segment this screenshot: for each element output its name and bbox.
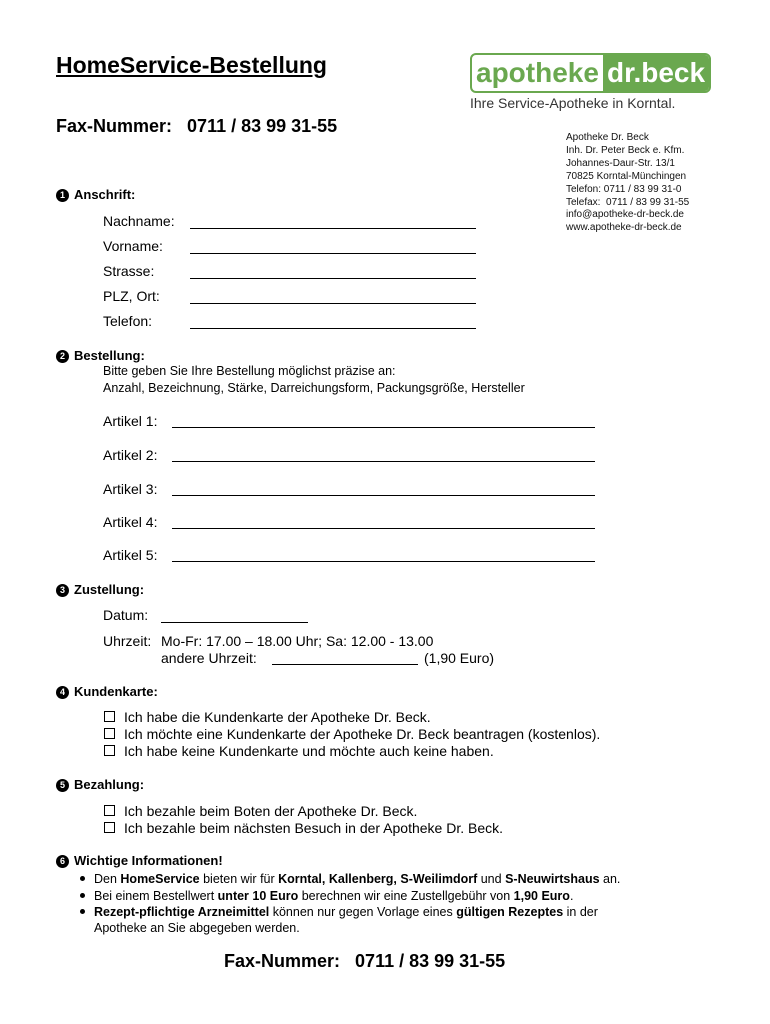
logo-part2: dr.beck: [603, 55, 709, 91]
vorname-field[interactable]: [190, 253, 476, 254]
checkbox-icon[interactable]: [104, 745, 115, 756]
other-time-label: andere Uhrzeit:: [161, 650, 257, 666]
section-info-heading: [56, 853, 223, 868]
info-bullet-1: Den HomeService bieten wir für Korntal, Kallenberg, S-Weilimdorf und S-Neuwirtshaus an.: [80, 872, 620, 886]
fax-value: 0711 / 83 99 31-55: [187, 116, 338, 136]
telefon-field[interactable]: [190, 328, 476, 329]
article-label-4: Artikel 4:: [103, 514, 158, 530]
section-number-icon: 5: [56, 779, 69, 792]
fax-label: Fax-Nummer:: [56, 116, 173, 136]
section-title: Anschrift:: [74, 187, 136, 202]
other-time-fee: (1,90 Euro): [424, 650, 495, 666]
article-3-field[interactable]: [172, 495, 595, 496]
section-title: Zustellung:: [74, 582, 145, 597]
time-label: Uhrzeit:: [103, 633, 152, 649]
section-number-icon: 3: [56, 584, 69, 597]
pharmacy-logo: [470, 53, 711, 93]
card-option-1[interactable]: [104, 709, 431, 725]
section-number-icon: 4: [56, 686, 69, 699]
bullet-icon: [80, 893, 85, 898]
section-delivery-heading: [56, 582, 144, 597]
card-option-3[interactable]: [104, 743, 494, 759]
info-bullet-3-cont: Apotheke an Sie abgegeben werden.: [94, 921, 300, 935]
bullet-icon: [80, 909, 85, 914]
checkbox-icon[interactable]: [104, 711, 115, 722]
section-title: Wichtige Informationen!: [74, 853, 223, 868]
page-title: HomeService-Bestellung: [56, 52, 327, 78]
section-number-icon: 2: [56, 350, 69, 363]
contact-line: Inh. Dr. Peter Beck e. Kfm.: [566, 144, 685, 156]
order-hint-2: Anzahl, Bezeichnung, Stärke, Darreichungsform, Packungsgröße, Hersteller: [103, 381, 525, 395]
date-label: Datum:: [103, 607, 149, 623]
logo-tagline: Ihre Service-Apotheke in Korntal.: [470, 95, 676, 111]
strasse-field[interactable]: [190, 278, 476, 279]
time-text: Mo-Fr: 17.00 – 18.00 Uhr; Sa: 12.00 - 13.00: [161, 633, 434, 649]
checkbox-icon[interactable]: [104, 805, 115, 816]
field-label-nachname: Nachname:: [103, 213, 175, 229]
fax-label: Fax-Nummer:: [224, 951, 341, 971]
field-label-vorname: Vorname:: [103, 238, 163, 254]
field-label-plz-ort: PLZ, Ort:: [103, 288, 160, 304]
field-label-telefon: Telefon:: [103, 313, 153, 329]
date-field[interactable]: [161, 622, 308, 623]
contact-block: [566, 132, 689, 235]
nachname-field[interactable]: [190, 228, 476, 229]
logo-part1: apotheke: [476, 57, 599, 88]
payment-option-label: Ich bezahle beim nächsten Besuch in der Apotheke Dr. Beck.: [124, 820, 504, 836]
payment-option-2[interactable]: [104, 820, 503, 836]
contact-line: Apotheke Dr. Beck: [566, 132, 649, 143]
card-option-2[interactable]: [104, 726, 600, 742]
contact-line: Telefon: 0711 / 83 99 31-0: [566, 183, 682, 195]
section-title: Kundenkarte:: [74, 684, 158, 699]
article-label-3: Artikel 3:: [103, 481, 158, 497]
fax-value: 0711 / 83 99 31-55: [355, 951, 506, 971]
section-payment-heading: [56, 777, 144, 792]
payment-option-1[interactable]: [104, 803, 417, 819]
info-bullet-2: Bei einem Bestellwert unter 10 Euro berechnen wir eine Zustellgebühr von 1,90 Euro.: [80, 889, 573, 903]
plz-ort-field[interactable]: [190, 303, 476, 304]
order-hint-1: Bitte geben Sie Ihre Bestellung möglichst präzise an:: [103, 364, 396, 378]
section-card-heading: [56, 684, 158, 699]
field-label-strasse: Strasse:: [103, 263, 155, 279]
section-order-heading: [56, 348, 145, 363]
article-4-field[interactable]: [172, 528, 595, 529]
other-time-field[interactable]: [272, 664, 418, 665]
section-title: Bestellung:: [74, 348, 145, 363]
section-number-icon: 6: [56, 855, 69, 868]
fax-number-top: [56, 116, 337, 137]
contact-line: Johannes-Daur-Str. 13/1: [566, 157, 675, 169]
article-label-5: Artikel 5:: [103, 547, 158, 563]
article-label-1: Artikel 1:: [103, 413, 158, 429]
checkbox-icon[interactable]: [104, 728, 115, 739]
checkbox-icon[interactable]: [104, 822, 115, 833]
contact-line: www.apotheke-dr-beck.de: [566, 222, 682, 234]
contact-line: info@apotheke-dr-beck.de: [566, 209, 684, 221]
contact-line: Telefax: 0711 / 83 99 31-55: [566, 196, 690, 208]
section-address-heading: [56, 187, 135, 202]
section-number-icon: 1: [56, 189, 69, 202]
article-5-field[interactable]: [172, 561, 595, 562]
card-option-label: Ich habe keine Kundenkarte und möchte auch keine haben.: [124, 743, 494, 759]
article-2-field[interactable]: [172, 461, 595, 462]
payment-option-label: Ich bezahle beim Boten der Apotheke Dr. Beck.: [124, 803, 418, 819]
info-bullet-3: Rezept-pflichtige Arzneimittel können nur gegen Vorlage eines gültigen Rezeptes in der: [80, 905, 598, 919]
card-option-label: Ich möchte eine Kundenkarte der Apotheke Dr. Beck beantragen (kostenlos).: [124, 726, 601, 742]
section-title: Bezahlung:: [74, 777, 145, 792]
fax-number-bottom: [224, 951, 505, 972]
article-1-field[interactable]: [172, 427, 595, 428]
contact-line: 70825 Korntal-Münchingen: [566, 170, 687, 182]
article-label-2: Artikel 2:: [103, 447, 158, 463]
bullet-icon: [80, 876, 85, 881]
card-option-label: Ich habe die Kundenkarte der Apotheke Dr. Beck.: [124, 709, 431, 725]
